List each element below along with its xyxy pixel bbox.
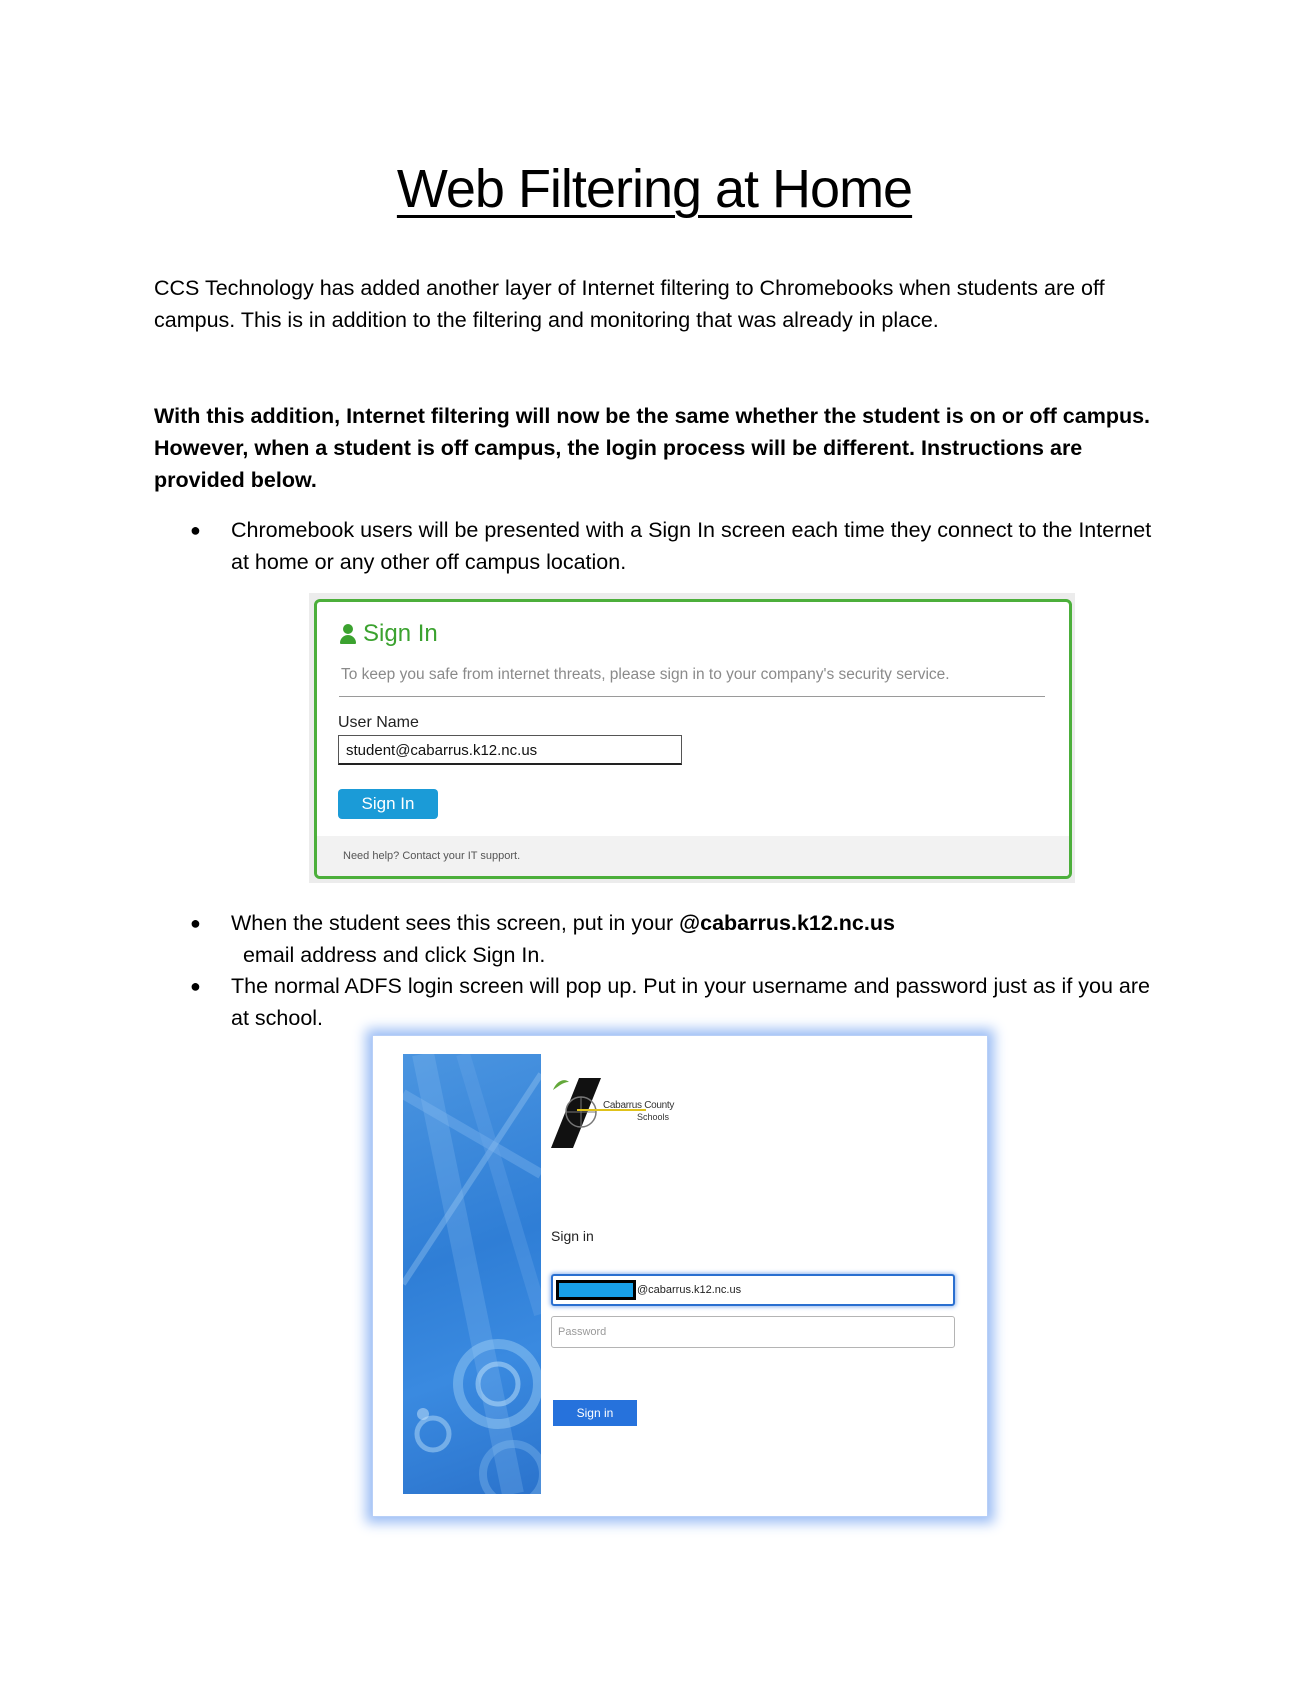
emphasis-paragraph: With this addition, Internet filtering will now be the same whether the student is on or off campus. However, when a student is off campus, the login process will be different. Instructions are provided below. <box>154 404 1151 492</box>
username-suffix: @cabarrus.k12.nc.us <box>637 1284 742 1296</box>
signin-footer <box>317 836 1069 876</box>
username-field[interactable]: student@cabarrus.k12.nc.us <box>338 735 682 765</box>
bullet-icon: ● <box>190 913 201 933</box>
redaction-box <box>556 1280 636 1300</box>
cabarrus-logo <box>551 1076 691 1156</box>
intro-paragraph: CCS Technology has added another layer of Internet filtering to Chromebooks when students are off campus. This is in addition to the filtering and monitoring that was already in place. <box>154 276 1105 332</box>
signin-screenshot <box>309 593 1075 883</box>
adfs-password-field[interactable]: Password <box>551 1316 955 1348</box>
username-label: User Name <box>338 714 419 731</box>
logo-text-1: Cabarrus County <box>603 1100 675 1111</box>
bullet-text: Chromebook users will be presented with a Sign In screen each time they connect to the Internet at home or any other off campus location. <box>231 518 1152 574</box>
bullet-icon: ● <box>190 520 201 540</box>
bullet-text: The normal ADFS login screen will pop up. Put in your username and password just as if you are at school. <box>231 974 1150 1030</box>
bullet-icon: ● <box>190 976 201 996</box>
logo-text-2: Schools <box>637 1112 670 1122</box>
adfs-signin-button[interactable]: Sign in <box>553 1400 637 1426</box>
divider <box>339 696 1045 697</box>
signin-button[interactable]: Sign In <box>338 789 438 819</box>
help-text: Need help? Contact your IT support. <box>343 850 521 862</box>
user-icon <box>339 624 357 644</box>
adfs-title: Sign in <box>551 1228 594 1244</box>
signin-heading <box>339 620 438 648</box>
signin-card <box>314 599 1072 879</box>
signin-heading-label: Sign In <box>363 620 438 647</box>
page-title: Web Filtering at Home <box>396 159 913 219</box>
decorative-side-panel <box>403 1054 541 1494</box>
signin-subtitle: To keep you safe from internet threats, please sign in to your company's security service. <box>341 666 950 683</box>
bullet-text: When the student sees this screen, put in your @cabarrus.k12.nc.us email address and click Sign In. <box>231 911 895 967</box>
adfs-username-field[interactable] <box>551 1274 955 1306</box>
adfs-screenshot <box>372 1035 988 1517</box>
